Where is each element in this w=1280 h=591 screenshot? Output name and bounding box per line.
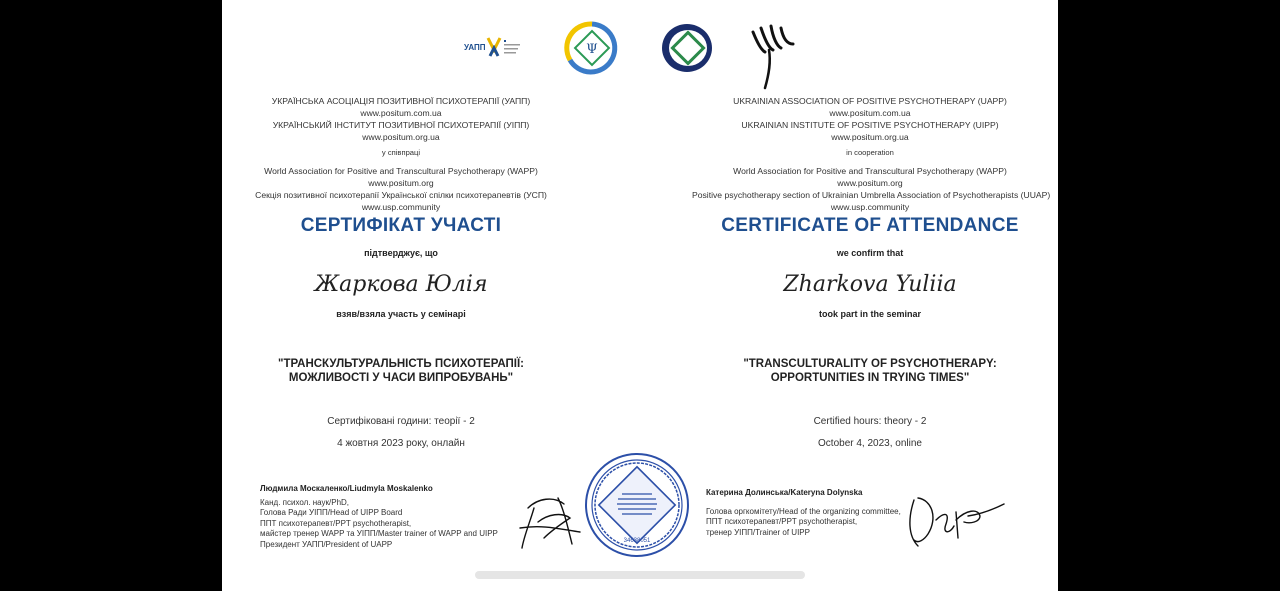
seminar-title-line2: МОЖЛИВОСТІ У ЧАСИ ВИПРОБУВАНЬ": [288, 372, 514, 384]
org-line: UKRAINIAN INSTITUTE OF POSITIVE PSYCHOTHERAPY (UIPP): [741, 120, 999, 130]
org-line: World Association for Positive and Transcultural Psychotherapy (WAPP): [264, 166, 538, 176]
org-block-ua: [222, 95, 580, 213]
org-line: Positive psychotherapy section of Ukrainian Umbrella Association of Psychotherapists (UUAP): [692, 190, 1051, 200]
org-line: UKRAINIAN ASSOCIATION OF POSITIVE PSYCHOTHERAPY (UAPP): [733, 96, 1007, 106]
signer2-line: Голова оргкомітету/Head of the organizing committee,: [706, 506, 901, 516]
signer1-line: Голова Ради УІПП/Head of UIPP Board: [260, 508, 403, 517]
seminar-title-line1: "TRANSCULTURALITY OF PSYCHOTHERAPY:: [743, 358, 997, 370]
signer2-line: тренер УІПП/Trainer of UIPP: [706, 527, 810, 537]
org-line: Секція позитивної психотерапії Української спілки психотерапевтів (УСП): [255, 190, 547, 200]
certified-hours: Certified hours: theory - 2: [813, 416, 927, 427]
seminar-title-line2: OPPORTUNITIES IN TRYING TIMES": [770, 372, 970, 384]
certificate-title: CERTIFICATE OF ATTENDANCE: [721, 215, 1019, 236]
org-line: УКРАЇНСЬКИЙ ІНСТИТУТ ПОЗИТИВНОЇ ПСИХОТЕРАПІЇ (УІПП): [272, 120, 530, 130]
org-line: www.positum.com.ua: [829, 108, 911, 118]
participant-name: Жаркова Юлія: [314, 272, 488, 297]
certified-hours: Сертифіковані години: теорії - 2: [327, 416, 475, 427]
org-line: World Association for Positive and Transcultural Psychotherapy (WAPP): [733, 166, 1007, 176]
signer2-name: Катерина Долинська/Kateryna Dolynska: [706, 488, 863, 497]
signature-2-icon: [898, 490, 1008, 556]
signer1-line: Президент УАПП/President of UAPP: [260, 539, 393, 549]
seminar-title: [692, 357, 1048, 385]
seminar-date: 4 жовтня 2023 року, онлайн: [337, 438, 465, 449]
signer1-line: Канд. психол. наук/PhD,: [260, 497, 350, 507]
signature-1-icon: [514, 488, 584, 553]
org-line: www.positum.org.ua: [362, 132, 440, 142]
org-line: www.usp.community: [830, 202, 910, 212]
took-part-text: взяв/взяла участь у семінарі: [336, 309, 466, 319]
svg-text:Ψ: Ψ: [586, 42, 598, 57]
org-block-en: [692, 95, 1051, 213]
org-line: www.positum.org: [368, 178, 434, 188]
confirm-text: we confirm that: [836, 248, 904, 258]
certificate-page: [222, 0, 1058, 591]
signer1-block: [260, 484, 530, 550]
org-line: УКРАЇНСЬКА АСОЦІАЦІЯ ПОЗИТИВНОЇ ПСИХОТЕРАПІЇ (УАПП): [271, 96, 531, 106]
participant-name: Zharkova Yuliia: [783, 272, 957, 297]
signer1-name: Людмила Москаленко/Liudmyla Moskalenko: [260, 484, 433, 493]
seminar-title: [222, 357, 580, 385]
seal-code: 34638051: [623, 538, 651, 544]
org-line: www.usp.community: [361, 202, 441, 212]
seminar-title-line1: "ТРАНСКУЛЬТУРАЛЬНІСТЬ ПСИХОТЕРАПІЇ:: [278, 358, 524, 370]
took-part-text: took part in the seminar: [818, 309, 922, 319]
confirm-text: підтверджує, що: [364, 248, 438, 258]
org-line: www.positum.org: [837, 178, 903, 188]
org-line: www.positum.org.ua: [831, 132, 909, 142]
signer1-line: ППТ психотерапевт/PPT psychotherapist,: [260, 518, 412, 528]
certificate-title: СЕРТИФІКАТ УЧАСТІ: [300, 215, 502, 236]
signer2-line: ППТ психотерапевт/PPT psychotherapist,: [706, 517, 858, 526]
seminar-date: October 4, 2023, online: [818, 438, 922, 449]
cooperation-label: у співпраці: [381, 148, 421, 157]
signer1-line: майстер тренер WAPP та УІПП/Master trainer of WAPP and UIPP: [260, 529, 498, 538]
org-line: www.positum.com.ua: [360, 108, 442, 118]
horizontal-scrollbar[interactable]: [475, 571, 805, 579]
official-seal-icon: [584, 452, 690, 558]
uapp-logo-text: УАПП: [464, 43, 486, 52]
cooperation-label: in cooperation: [846, 148, 894, 157]
